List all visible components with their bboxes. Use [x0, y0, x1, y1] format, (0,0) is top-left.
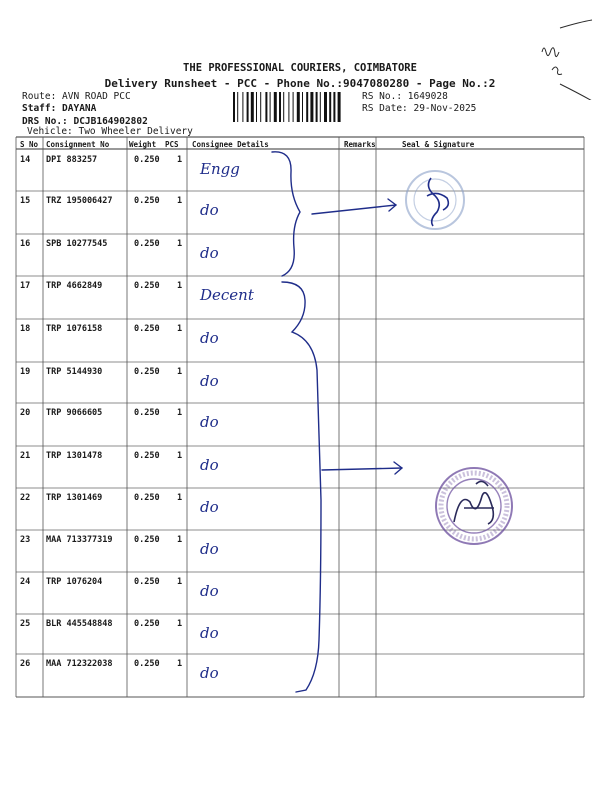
row-weight: 0.250 [134, 196, 160, 206]
row-sno: 22 [20, 493, 31, 503]
row-sno: 17 [20, 281, 31, 291]
handwritten-consignee-note: do [200, 624, 219, 642]
rs-number: RS No.: 1649028 [362, 91, 448, 102]
col-header-pcs: PCS [165, 140, 179, 149]
handwritten-consignee-note: Decent [200, 286, 254, 304]
row-pcs: 1 [177, 196, 183, 206]
row-weight: 0.250 [134, 239, 160, 249]
handwritten-consignee-note: do [200, 664, 219, 682]
row-weight: 0.250 [134, 535, 160, 545]
row-pcs: 1 [177, 577, 183, 587]
row-sno: 26 [20, 659, 31, 669]
row-sno: 16 [20, 239, 31, 249]
rs-date: RS Date: 29-Nov-2025 [362, 103, 477, 114]
row-sno: 25 [20, 619, 31, 629]
route-label: Route: AVN ROAD PCC [22, 91, 131, 102]
delivery-seal-stamp [403, 168, 467, 232]
row-pcs: 1 [177, 619, 183, 629]
handwritten-consignee-note: do [200, 540, 219, 558]
company-title: THE PROFESSIONAL COURIERS, COIMBATORE [183, 62, 417, 74]
col-header-remarks: Remarks [344, 140, 376, 149]
row-sno: 21 [20, 451, 31, 461]
handwritten-consignee-note: do [200, 498, 219, 516]
row-weight: 0.250 [134, 619, 160, 629]
col-header-seal-signature: Seal & Signature [402, 140, 475, 149]
row-consignment-no: TRP 1301469 [46, 493, 103, 503]
row-weight: 0.250 [134, 451, 160, 461]
row-consignment-no: BLR 445548848 [46, 619, 113, 629]
handwritten-consignee-note: do [200, 456, 219, 474]
row-weight: 0.250 [134, 367, 160, 377]
row-pcs: 1 [177, 493, 183, 503]
handwritten-consignee-note: do [200, 582, 219, 600]
row-consignment-no: TRP 1076204 [46, 577, 103, 587]
row-consignment-no: TRP 9066605 [46, 408, 103, 418]
row-consignment-no: TRP 4662849 [46, 281, 103, 291]
row-consignment-no: MAA 712322038 [46, 659, 113, 669]
row-weight: 0.250 [134, 155, 160, 165]
row-consignment-no: MAA 713377319 [46, 535, 113, 545]
recipient-seal-stamp [430, 462, 518, 550]
handwritten-consignee-note: do [200, 413, 219, 431]
row-weight: 0.250 [134, 577, 160, 587]
row-pcs: 1 [177, 155, 183, 165]
row-consignment-no: TRP 5144930 [46, 367, 103, 377]
row-weight: 0.250 [134, 281, 160, 291]
row-weight: 0.250 [134, 659, 160, 669]
row-consignment-no: TRP 1076158 [46, 324, 103, 334]
row-pcs: 1 [177, 324, 183, 334]
handwritten-consignee-note: do [200, 372, 219, 390]
row-sno: 20 [20, 408, 31, 418]
runsheet-subtitle: Delivery Runsheet - PCC - Phone No.:9047080280 - Page No.:2 [104, 77, 496, 90]
row-consignment-no: TRZ 195006427 [46, 196, 113, 206]
staff-label: Staff: DAYANA [22, 103, 97, 114]
row-sno: 19 [20, 367, 31, 377]
col-header-consignment: Consignment No [46, 140, 110, 149]
col-header-weight: Weight [129, 140, 157, 149]
col-header-consignee: Consignee Details [192, 140, 269, 149]
row-pcs: 1 [177, 367, 183, 377]
row-pcs: 1 [177, 408, 183, 418]
row-consignment-no: DPI 883257 [46, 155, 98, 165]
row-pcs: 1 [177, 281, 183, 291]
row-pcs: 1 [177, 451, 183, 461]
row-consignment-no: SPB 10277545 [46, 239, 108, 249]
row-pcs: 1 [177, 535, 183, 545]
row-weight: 0.250 [134, 324, 160, 334]
row-pcs: 1 [177, 239, 183, 249]
handwritten-consignee-note: do [200, 201, 219, 219]
row-sno: 18 [20, 324, 31, 334]
drs-number: DRS No.: DCJB164902802 [22, 116, 148, 127]
row-weight: 0.250 [134, 408, 160, 418]
row-sno: 14 [20, 155, 31, 165]
row-pcs: 1 [177, 659, 183, 669]
vehicle-label: Vehicle: Two Wheeler Delivery [27, 126, 193, 137]
handwritten-consignee-note: Engg [200, 160, 240, 178]
row-sno: 15 [20, 196, 31, 206]
handwritten-consignee-note: do [200, 244, 219, 262]
row-sno: 24 [20, 577, 31, 587]
col-header-sno: S No [20, 140, 39, 149]
row-consignment-no: TRP 1301478 [46, 451, 103, 461]
handwritten-consignee-note: do [200, 329, 219, 347]
row-weight: 0.250 [134, 493, 160, 503]
row-sno: 23 [20, 535, 31, 545]
